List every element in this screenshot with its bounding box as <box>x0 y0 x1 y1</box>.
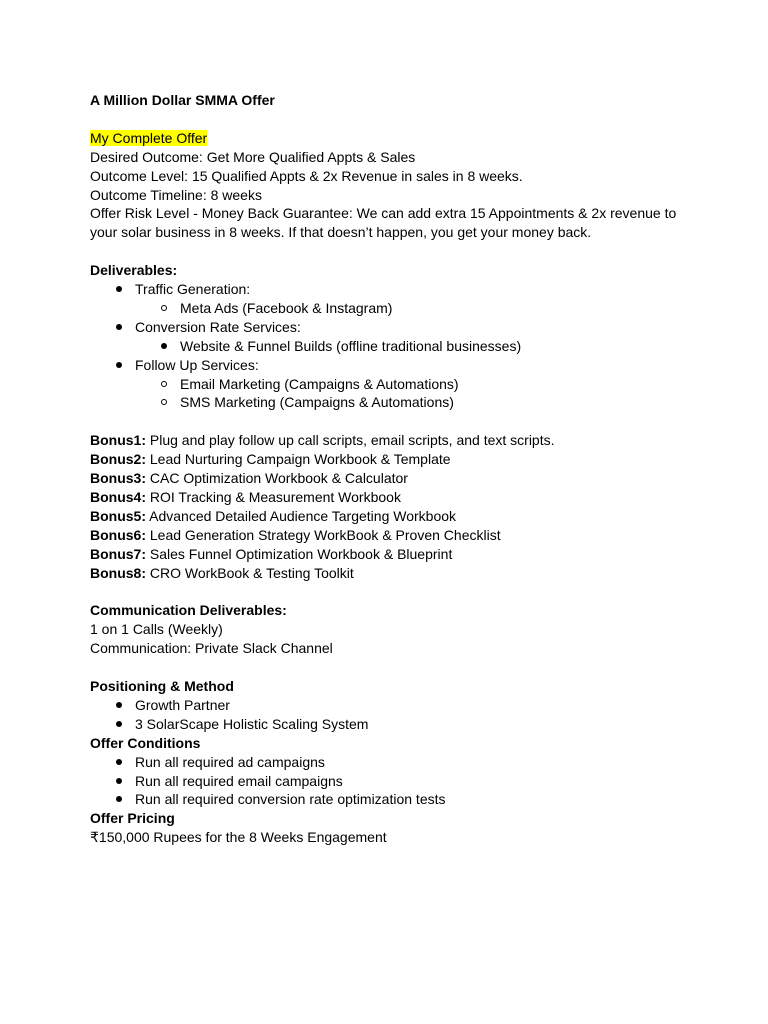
bullet-dot-icon <box>161 343 167 349</box>
condition-item: Run all required ad campaigns <box>135 753 325 770</box>
list-item <box>90 696 728 715</box>
desired-outcome: Desired Outcome: Get More Qualified Appts & Sales <box>90 148 416 165</box>
bonus-text: Plug and play follow up call scripts, email scripts, and text scripts. <box>146 432 555 449</box>
condition-item: Run all required conversion rate optimization tests <box>135 791 446 808</box>
offer-heading-line <box>90 129 728 148</box>
condition-item: Run all required email campaigns <box>135 772 343 789</box>
deliverable-group-label: Traffic Generation: <box>135 281 251 298</box>
bullet-dot-icon <box>116 721 122 727</box>
bullet-circle-icon <box>161 305 167 311</box>
conditions-heading: Offer Conditions <box>90 734 201 751</box>
list-item <box>90 280 728 299</box>
bullet-dot-icon <box>116 778 122 784</box>
bullet-dot-icon <box>116 759 122 765</box>
list-item <box>90 393 728 412</box>
positioning-item: 3 SolarScape Holistic Scaling System <box>135 715 369 732</box>
bonus-line <box>90 488 728 507</box>
bonus-text: Advanced Detailed Audience Targeting Workbook <box>146 507 457 524</box>
spacer <box>90 583 728 602</box>
bonus-line <box>90 469 728 488</box>
positioning-heading: Positioning & Method <box>90 678 234 695</box>
risk-level: Offer Risk Level - Money Back Guarantee: We can add extra 15 Appointments & 2x revenue to your solar business in 8 weeks. If that doesn’t happen, you get your money back. <box>90 205 677 241</box>
bonus-label: Bonus6: <box>90 526 146 543</box>
bullet-dot-icon <box>116 702 122 708</box>
spacer <box>90 242 728 261</box>
spacer <box>90 412 728 431</box>
communication-heading: Communication Deliverables: <box>90 602 287 619</box>
positioning-list <box>90 696 728 734</box>
bonus-line <box>90 526 728 545</box>
bonus-text: Lead Nurturing Campaign Workbook & Template <box>146 451 451 468</box>
positioning-item: Growth Partner <box>135 696 230 713</box>
deliverables-heading: Deliverables: <box>90 262 178 279</box>
pricing-heading: Offer Pricing <box>90 810 175 827</box>
communication-channel: Communication: Private Slack Channel <box>90 640 333 657</box>
list-item <box>90 299 728 318</box>
bonus-line <box>90 564 728 583</box>
communication-calls: 1 on 1 Calls (Weekly) <box>90 621 223 638</box>
bonus-label: Bonus4: <box>90 488 146 505</box>
list-item <box>90 753 728 772</box>
list-item <box>90 715 728 734</box>
list-item <box>90 790 728 809</box>
bonus-label: Bonus1: <box>90 432 146 449</box>
bullet-circle-icon <box>161 381 167 387</box>
outcome-timeline: Outcome Timeline: 8 weeks <box>90 186 262 203</box>
deliverable-item: SMS Marketing (Campaigns & Automations) <box>180 394 454 411</box>
pricing-text: ₹150,000 Rupees for the 8 Weeks Engagement <box>90 829 387 846</box>
bonus-line <box>90 545 728 564</box>
list-item <box>90 318 728 337</box>
bonus-text: Sales Funnel Optimization Workbook & Blueprint <box>146 545 453 562</box>
outcome-level: Outcome Level: 15 Qualified Appts & 2x Revenue in sales in 8 weeks. <box>90 167 523 184</box>
list-item <box>90 375 728 394</box>
list-item <box>90 772 728 791</box>
offer-heading: My Complete Offer <box>90 129 208 146</box>
deliverable-item: Meta Ads (Facebook & Instagram) <box>180 299 393 316</box>
bonus-line <box>90 431 728 450</box>
document-title: A Million Dollar SMMA Offer <box>90 92 275 108</box>
bonus-label: Bonus7: <box>90 545 146 562</box>
deliverable-item: Website & Funnel Builds (offline traditional businesses) <box>180 337 522 354</box>
spacer <box>90 110 728 129</box>
bullet-dot-icon <box>116 796 122 802</box>
bullet-dot-icon <box>116 362 122 368</box>
bonus-label: Bonus5: <box>90 507 146 524</box>
bullet-dot-icon <box>116 324 122 330</box>
list-item <box>90 356 728 375</box>
bonus-text: ROI Tracking & Measurement Workbook <box>146 488 401 505</box>
list-item <box>90 337 728 356</box>
bonus-label: Bonus2: <box>90 451 146 468</box>
bullet-circle-icon <box>161 399 167 405</box>
bullet-dot-icon <box>116 286 122 292</box>
bonus-label: Bonus3: <box>90 470 146 487</box>
bonus-text: Lead Generation Strategy WorkBook & Proven Checklist <box>146 526 501 543</box>
spacer <box>90 658 728 677</box>
deliverables-list <box>90 280 728 412</box>
bonus-list <box>90 431 728 582</box>
bonus-text: CAC Optimization Workbook & Calculator <box>146 470 408 487</box>
bonus-text: CRO WorkBook & Testing Toolkit <box>146 564 354 581</box>
bonus-line <box>90 450 728 469</box>
deliverable-group-label: Conversion Rate Services: <box>135 318 301 335</box>
deliverable-group-label: Follow Up Services: <box>135 356 259 373</box>
conditions-list <box>90 753 728 810</box>
bonus-line <box>90 507 728 526</box>
bonus-label: Bonus8: <box>90 564 146 581</box>
deliverable-item: Email Marketing (Campaigns & Automations) <box>180 375 459 392</box>
